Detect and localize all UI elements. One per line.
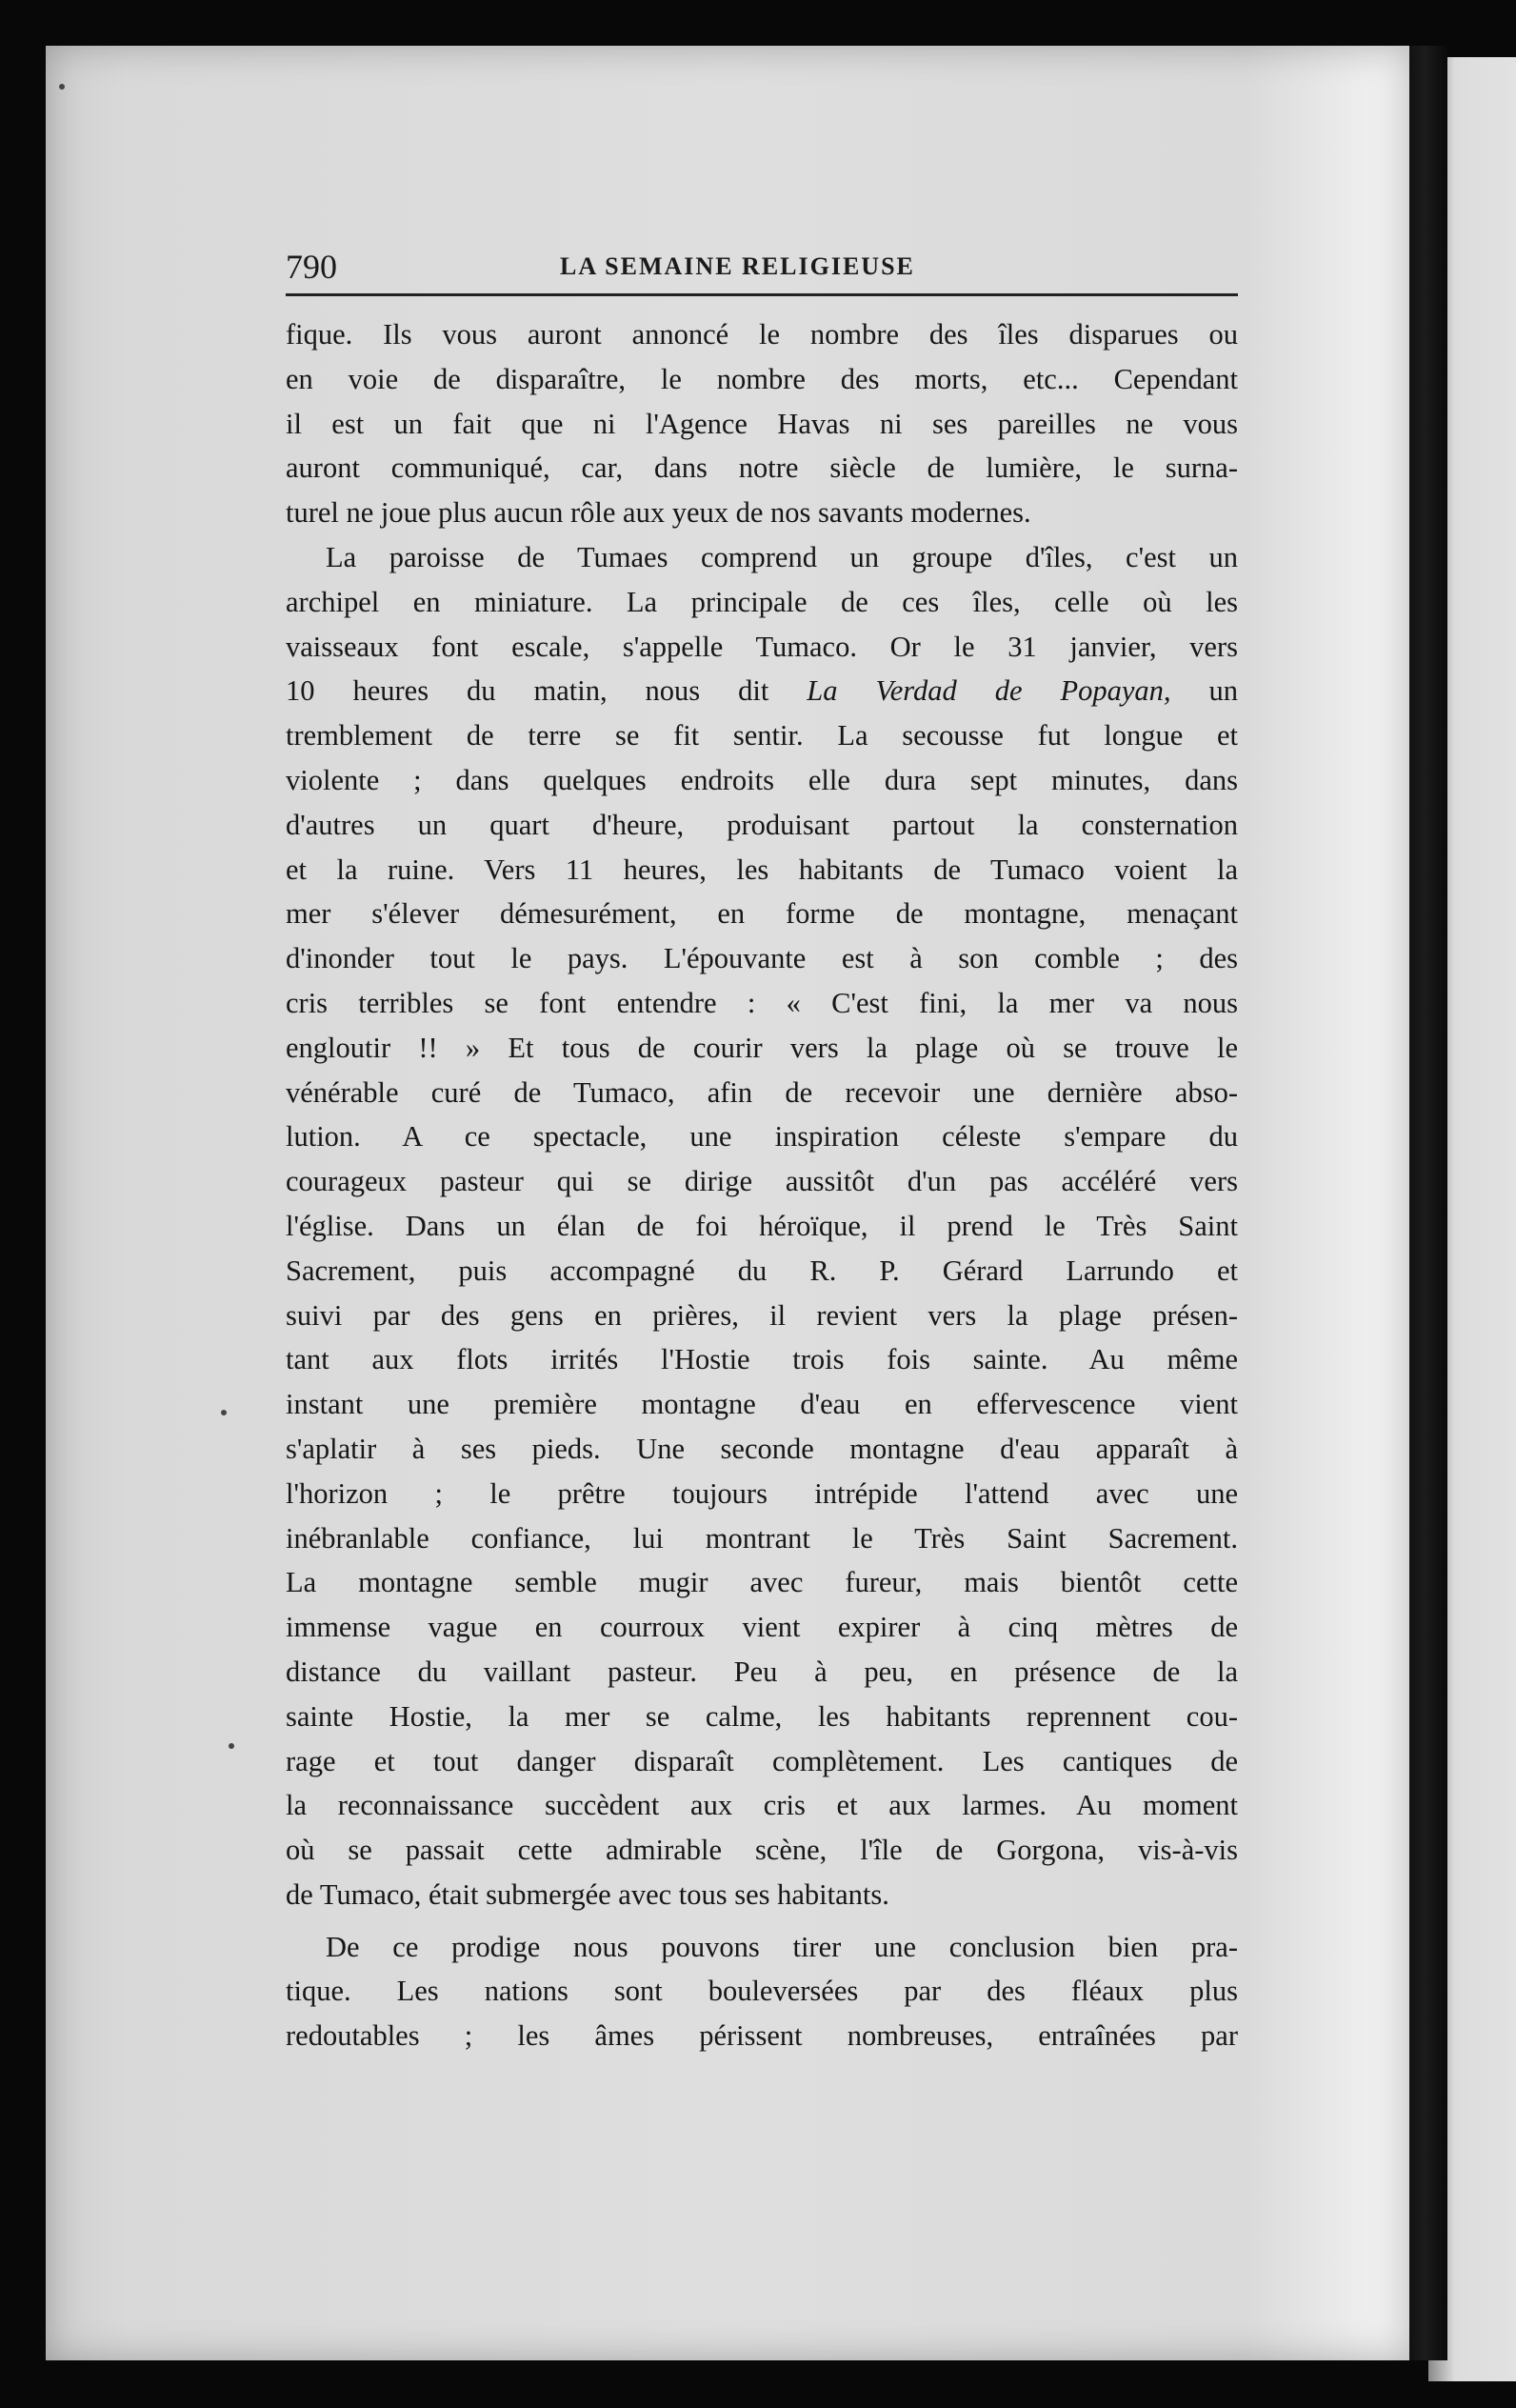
- text-line: violente ; dans quelques endroits elle dura sept minutes, dans: [286, 763, 1238, 796]
- text-line: s'aplatir à ses pieds. Une seconde montagne d'eau apparaît à: [286, 1432, 1238, 1465]
- text-line: engloutir !! » Et tous de courir vers la plage où se trouve le: [286, 1031, 1238, 1064]
- italic-title: La Verdad de Popayan,: [807, 674, 1171, 708]
- text-line: rage et tout danger disparaît complètement. Les cantiques de: [286, 1744, 1238, 1777]
- text-line: La montagne semble mugir avec fureur, mais bientôt cette: [286, 1566, 1238, 1599]
- scan-speck: [59, 84, 65, 90]
- text-line: Sacrement, puis accompagné du R. P. Gérard Larrundo et: [286, 1254, 1238, 1287]
- text-line: archipel en miniature. La principale de ces îles, celle où les: [286, 585, 1238, 618]
- text-line: mer s'élever démesurément, en forme de montagne, menaçant: [286, 897, 1238, 931]
- text-line: fique. Ils vous auront annoncé le nombre des îles disparues ou: [286, 318, 1238, 351]
- text-line: La paroisse de Tumaes comprend un groupe d'îles, c'est un: [326, 540, 1238, 573]
- text-line: auront communiqué, car, dans notre siècle de lumière, le surna-: [286, 452, 1238, 485]
- text-line: vénérable curé de Tumaco, afin de recevoir une dernière abso-: [286, 1075, 1238, 1109]
- text-line: tremblement de terre se fit sentir. La secousse fut longue et: [286, 719, 1238, 752]
- text-line: où se passait cette admirable scène, l'île de Gorgona, vis-à-vis: [286, 1834, 1238, 1867]
- body-text: [286, 312, 1238, 2058]
- text-fragment: 10 heures du matin, nous dit: [286, 674, 808, 708]
- text-line: de Tumaco, était submergée avec tous ses habitants.: [286, 1877, 889, 1911]
- text-line: inébranlable confiance, lui montrant le Très Saint Sacrement.: [286, 1521, 1238, 1555]
- text-line: turel ne joue plus aucun rôle aux yeux de nos savants modernes.: [286, 496, 1031, 530]
- text-line: instant une première montagne d'eau en effervescence vient: [286, 1388, 1238, 1421]
- text-line: immense vague en courroux vient expirer à cinq mètres de: [286, 1611, 1238, 1644]
- text-line: la reconnaissance succèdent aux cris et aux larmes. Au moment: [286, 1789, 1238, 1822]
- header-rule: [286, 293, 1238, 296]
- page-header: [286, 243, 1238, 291]
- text-line: en voie de disparaître, le nombre des morts, etc... Cependant: [286, 362, 1238, 395]
- text-line: cris terribles se font entendre : « C'est fini, la mer va nous: [286, 986, 1238, 1019]
- text-line: courageux pasteur qui se dirige aussitôt d'un pas accéléré vers: [286, 1165, 1238, 1198]
- text-line: distance du vaillant pasteur. Peu à peu, en présence de la: [286, 1655, 1238, 1688]
- text-line: vaisseaux font escale, s'appelle Tumaco. Or le 31 janvier, vers: [286, 630, 1238, 663]
- text-line: suivi par des gens en prières, il revient vers la plage présen-: [286, 1298, 1238, 1332]
- text-line: sainte Hostie, la mer se calme, les habitants reprennent cou-: [286, 1699, 1238, 1733]
- text-line: lution. A ce spectacle, une inspiration céleste s'empare du: [286, 1120, 1238, 1154]
- scan-speck: [229, 1743, 234, 1749]
- scan-speck: [221, 1410, 227, 1415]
- running-title: LA SEMAINE RELIGIEUSE: [560, 252, 915, 280]
- text-line: redoutables ; les âmes périssent nombreuses, entraînées par: [286, 2019, 1238, 2053]
- text-fragment: un: [1170, 674, 1238, 708]
- text-line: il est un fait que ni l'Agence Havas ni ses pareilles ne vous: [286, 407, 1238, 440]
- text-line: et la ruine. Vers 11 heures, les habitants de Tumaco voient la: [286, 853, 1238, 886]
- page-gutter-shadow: [1409, 46, 1447, 2360]
- text-line: d'autres un quart d'heure, produisant partout la consternation: [286, 808, 1238, 841]
- text-line: d'inonder tout le pays. L'épouvante est à son comble ; des: [286, 942, 1238, 975]
- text-line: l'horizon ; le prêtre toujours intrépide l'attend avec une: [286, 1476, 1238, 1510]
- text-line: tant aux flots irrités l'Hostie trois fois sainte. Au même: [286, 1343, 1238, 1376]
- page-number: 790: [286, 248, 337, 286]
- text-line: tique. Les nations sont bouleversées par des fléaux plus: [286, 1975, 1238, 2008]
- text-line-with-italic: [286, 669, 1238, 713]
- paragraph-gap: [286, 1917, 1238, 1925]
- text-line: De ce prodige nous pouvons tirer une conclusion bien pra-: [326, 1930, 1238, 1963]
- text-line: l'église. Dans un élan de foi héroïque, il prend le Très Saint: [286, 1209, 1238, 1242]
